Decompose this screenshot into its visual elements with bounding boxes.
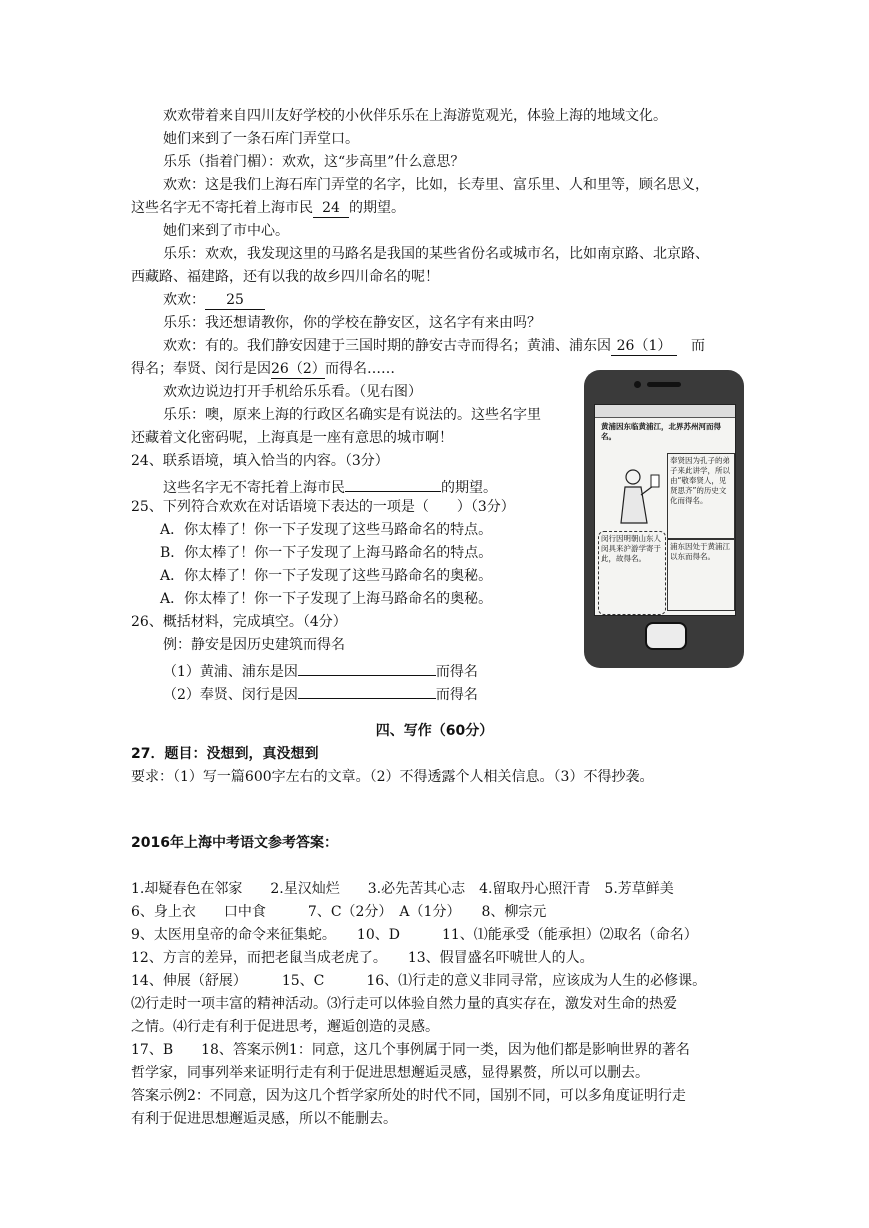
dialogue-line-1: 欢欢带着来自四川友好学校的小伙伴乐乐在上海游览观光，体验上海的地域文化。 bbox=[163, 108, 667, 124]
bubble-pudong: 浦东因处于黄浦江以东而得名。 bbox=[667, 539, 735, 611]
question-24-fill-text: 这些名字无不寄托着上海市民 bbox=[163, 480, 345, 496]
section-heading-writing: 四、写作（60分） bbox=[375, 723, 494, 739]
phone-illustration bbox=[584, 370, 744, 668]
dialogue-line-12-text: 得名；奉贤、闵行是因 bbox=[131, 361, 271, 377]
option-a: A．你太棒了！你一下子发现了这些马路命名的特点。 bbox=[160, 522, 493, 538]
question-24: 24、联系语境，填入恰当的内容。（3分） bbox=[131, 453, 389, 469]
dialogue-line-4: 欢欢：这是我们上海石库门弄堂的名字，比如，长寿里、富乐里、人和里等，顾名思义， bbox=[163, 177, 709, 193]
blank-26-2: 26（2） bbox=[271, 361, 326, 377]
phone-screen bbox=[594, 404, 736, 616]
question-26-1-end: 而得名 bbox=[435, 664, 478, 680]
answer-blank[interactable] bbox=[345, 475, 441, 492]
question-27: 27．题目：没想到，真没想到 bbox=[131, 746, 319, 762]
answer-line-9: 哲学家，同事列举来证明行走有利于促进思想邂逅灵感，显得累赘，所以可以删去。 bbox=[131, 1065, 649, 1081]
answer-line-8: 17、B 18、答案示例1：同意，这几个事例属于同一类，因为他们都是影响世界的著名 bbox=[131, 1042, 690, 1058]
option-c: A．你太棒了！你一下子发现了这些马路命名的奥秘。 bbox=[160, 568, 493, 584]
dialogue-line-14: 乐乐：噢，原来上海的行政区名确实是有说法的。这些名字里 bbox=[163, 407, 541, 423]
bubble-huangpu: 黄浦因东临黄浦江，北界苏州河而得名。 bbox=[601, 422, 721, 441]
answer-line-5: 14、伸展（舒展） 15、C 16、⑴行走的意义非同寻常，应该成为人生的必修课。 bbox=[131, 973, 707, 989]
dialogue-line-15: 还藏着文化密码呢，上海真是一座有意思的城市啊！ bbox=[131, 430, 453, 446]
option-b: B．你太棒了！你一下子发现了上海马路命名的特点。 bbox=[160, 545, 493, 561]
question-24-fill bbox=[163, 475, 497, 497]
answer-line-6: ⑵行走时一项丰富的精神活动。⑶行走可以体验自然力量的真实存在，激发对生命的热爱 bbox=[131, 996, 677, 1012]
question-24-fill-end: 的期望。 bbox=[441, 480, 497, 496]
blank-26-1: 26（1） bbox=[611, 337, 677, 356]
question-26-example: 例：静安是因历史建筑而得名 bbox=[163, 637, 345, 653]
home-button bbox=[645, 622, 687, 650]
status-bar bbox=[595, 405, 735, 418]
answers-title: 2016年上海中考语文参考答案： bbox=[131, 835, 338, 851]
dialogue-line-5-end: 的期望。 bbox=[349, 200, 405, 216]
dialogue-line-2: 她们来到了一条石库门弄堂口。 bbox=[163, 131, 359, 147]
dialogue-line-11-end: 而 bbox=[691, 338, 705, 354]
dialogue-line-12-end: 而得名…… bbox=[325, 361, 395, 377]
dialogue-line-10: 乐乐：我还想请教你，你的学校在静安区，这名字有来由吗？ bbox=[163, 315, 541, 331]
question-26-2 bbox=[163, 682, 478, 704]
bubble-fengxian: 奉贤因为孔子的弟子来此讲学，所以由“敬奉贤人，见贤思齐”的历史文化而得名。 bbox=[667, 453, 735, 539]
answer-blank[interactable] bbox=[298, 682, 436, 699]
dialogue-line-11-text: 欢欢：有的。我们静安因建于三国时期的静安古寺而得名；黄浦、浦东因 bbox=[163, 338, 611, 354]
dialogue-line-12 bbox=[131, 360, 395, 379]
dialogue-line-3: 乐乐（指着门楣）：欢欢，这“步高里”什么意思？ bbox=[163, 154, 465, 170]
answer-line-1: 1.却疑春色在邻家 2.星汉灿烂 3.必先苦其心志 4.留取丹心照汗青 5.芳草鲜美 bbox=[131, 881, 674, 897]
question-26-2-end: 而得名 bbox=[435, 687, 478, 703]
question-25: 25、下列符合欢欢在对话语境下表达的一项是（ ）（3分） bbox=[131, 499, 515, 515]
answer-line-11: 有利于促进思想邂逅灵感，所以不能删去。 bbox=[131, 1111, 397, 1127]
blank-25: 25 bbox=[205, 291, 265, 310]
answer-line-7: 之情。⑷行走有利于促进思考，邂逅创造的灵感。 bbox=[131, 1019, 439, 1035]
dialogue-line-7: 乐乐：欢欢，我发现这里的马路名是我国的某些省份名或城市名，比如南京路、北京路、 bbox=[163, 246, 709, 262]
blank-24: 24 bbox=[313, 199, 349, 218]
writing-requirements: 要求：（1）写一篇600字左右的文章。（2）不得透露个人相关信息。（3）不得抄袭。 bbox=[131, 769, 654, 785]
bubble-minhang: 闵行因明朝山东人闵具来沪游学寄于此，故得名。 bbox=[598, 531, 666, 615]
dialogue-line-5-text: 这些名字无不寄托着上海市民 bbox=[131, 200, 313, 216]
dialogue-line-13: 欢欢边说边打开手机给乐乐看。（见右图） bbox=[163, 384, 422, 400]
question-26-1-text: （1）黄浦、浦东是因 bbox=[163, 664, 298, 680]
answer-line-3: 9、太医用皇帝的命令来征集蛇。 10、D 11、⑴能承受（能承担）⑵取名（命名） bbox=[131, 927, 698, 943]
question-26: 26、概括材料，完成填空。（4分） bbox=[131, 614, 347, 630]
dialogue-line-8: 西藏路、福建路，还有以我的故乡四川命名的呢！ bbox=[131, 269, 439, 285]
speaker-icon bbox=[647, 382, 681, 387]
camera-icon bbox=[634, 381, 641, 388]
dialogue-line-9-text: 欢欢： bbox=[163, 292, 205, 308]
answer-line-2: 6、身上衣 口中食 7、C（2分） A（1分） 8、柳宗元 bbox=[131, 904, 547, 920]
option-d: A．你太棒了！你一下子发现了上海马路命名的奥秘。 bbox=[160, 591, 493, 607]
answer-blank[interactable] bbox=[298, 659, 436, 676]
question-26-2-text: （2）奉贤、闵行是因 bbox=[163, 687, 298, 703]
answer-line-10: 答案示例2：不同意，因为这几个哲学家所处的时代不同，国别不同，可以多角度证明行走 bbox=[131, 1088, 686, 1104]
dialogue-line-11 bbox=[163, 337, 705, 356]
answer-line-4: 12、方言的差异，而把老鼠当成老虎了。 13、假冒盛名吓唬世人的人。 bbox=[131, 950, 594, 966]
question-26-1 bbox=[163, 659, 478, 681]
scholar-figure-icon bbox=[611, 465, 663, 529]
dialogue-line-9 bbox=[163, 291, 265, 310]
dialogue-line-5 bbox=[131, 199, 405, 218]
dialogue-line-6: 她们来到了市中心。 bbox=[163, 223, 289, 239]
